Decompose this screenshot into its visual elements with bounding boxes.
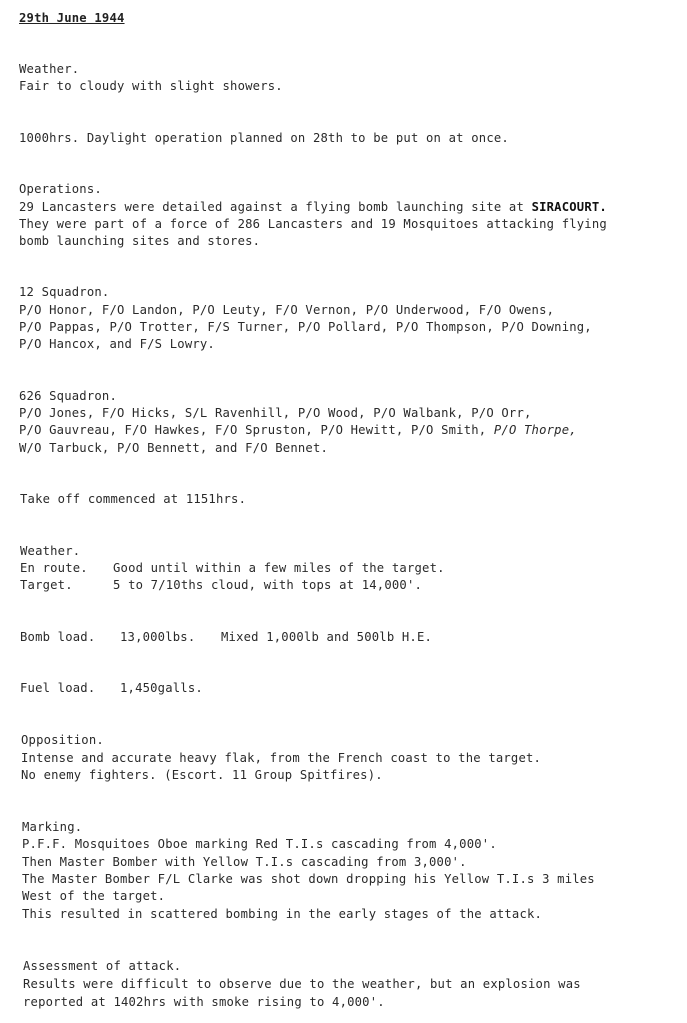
takeoff-text: Take off commenced at 1151hrs.: [20, 492, 247, 506]
sq12-line-3: P/O Hancox, and F/S Lowry.: [19, 337, 215, 351]
marking-line-2: Then Master Bomber with Yellow T.I.s cascading from 3,000'.: [22, 855, 467, 869]
fuel-load-label: Fuel load.: [20, 681, 96, 695]
sq626-line-2-text: P/O Gauvreau, F/O Hawkes, F/O Spruston, P/O Hewitt, P/O Smith,: [19, 423, 494, 437]
sq12-line-2: P/O Pappas, P/O Trotter, F/S Turner, P/O Pollard, P/O Thompson, P/O Downing,: [19, 320, 592, 334]
assessment-line-2: reported at 1402hrs with smoke rising to 4,000'.: [23, 995, 385, 1009]
sq626-line-2: [19, 422, 577, 439]
opposition-line-1: Intense and accurate heavy flak, from the French coast to the target.: [21, 751, 542, 765]
enroute-label: En route.: [20, 561, 88, 575]
bomb-load-label: Bomb load.: [20, 630, 96, 644]
sq12-line-1: P/O Honor, F/O Landon, P/O Leuty, F/O Vernon, P/O Underwood, F/O Owens,: [19, 303, 555, 317]
marking-line-5: This resulted in scattered bombing in the early stages of the attack.: [22, 907, 543, 921]
operations-line-1-text: 29 Lancasters were detailed against a flying bomb launching site at: [19, 200, 532, 214]
operations-line-3: bomb launching sites and stores.: [19, 234, 261, 248]
fuel-load-amount: 1,450galls.: [120, 681, 203, 695]
bomb-load-mix: Mixed 1,000lb and 500lb H.E.: [221, 630, 433, 644]
sq12-heading: 12 Squadron.: [19, 285, 110, 299]
marking-heading: Marking.: [22, 820, 83, 834]
sq626-line-2-italic: P/O Thorpe,: [493, 423, 577, 437]
sq626-line-3: W/O Tarbuck, P/O Bennett, and F/O Bennet.: [19, 441, 329, 455]
operations-heading: Operations.: [19, 182, 102, 196]
weather-text: Fair to cloudy with slight showers.: [19, 79, 283, 93]
target-label: Target.: [20, 578, 73, 592]
opposition-heading: Opposition.: [21, 733, 104, 747]
sq626-line-1: P/O Jones, F/O Hicks, S/L Ravenhill, P/O Wood, P/O Walbank, P/O Orr,: [19, 406, 532, 420]
sq626-heading: 626 Squadron.: [19, 389, 117, 403]
operations-line-2: They were part of a force of 286 Lancasters and 19 Mosquitoes attacking flying: [19, 217, 607, 231]
marking-line-3: The Master Bomber F/L Clarke was shot down dropping his Yellow T.I.s 3 miles: [22, 872, 595, 886]
target-text: 5 to 7/10ths cloud, with tops at 14,000'.: [113, 578, 423, 592]
bomb-load-amount: 13,000lbs.: [120, 630, 196, 644]
assessment-heading: Assessment of attack.: [23, 959, 182, 973]
assessment-line-1: Results were difficult to observe due to the weather, but an explosion was: [23, 977, 581, 991]
operations-line-1: [19, 199, 607, 216]
weather2-heading: Weather.: [20, 544, 81, 558]
planning-note: 1000hrs. Daylight operation planned on 28th to be put on at once.: [19, 131, 509, 145]
date-heading: 29th June 1944: [19, 11, 125, 25]
enroute-text: Good until within a few miles of the target.: [113, 561, 445, 575]
marking-line-4: West of the target.: [22, 889, 166, 903]
opposition-line-2: No enemy fighters. (Escort. 11 Group Spitfires).: [21, 768, 383, 782]
target-name: SIRACOURT.: [531, 200, 607, 214]
weather-heading: Weather.: [19, 62, 80, 76]
marking-line-1: P.F.F. Mosquitoes Oboe marking Red T.I.s cascading from 4,000'.: [22, 837, 497, 851]
